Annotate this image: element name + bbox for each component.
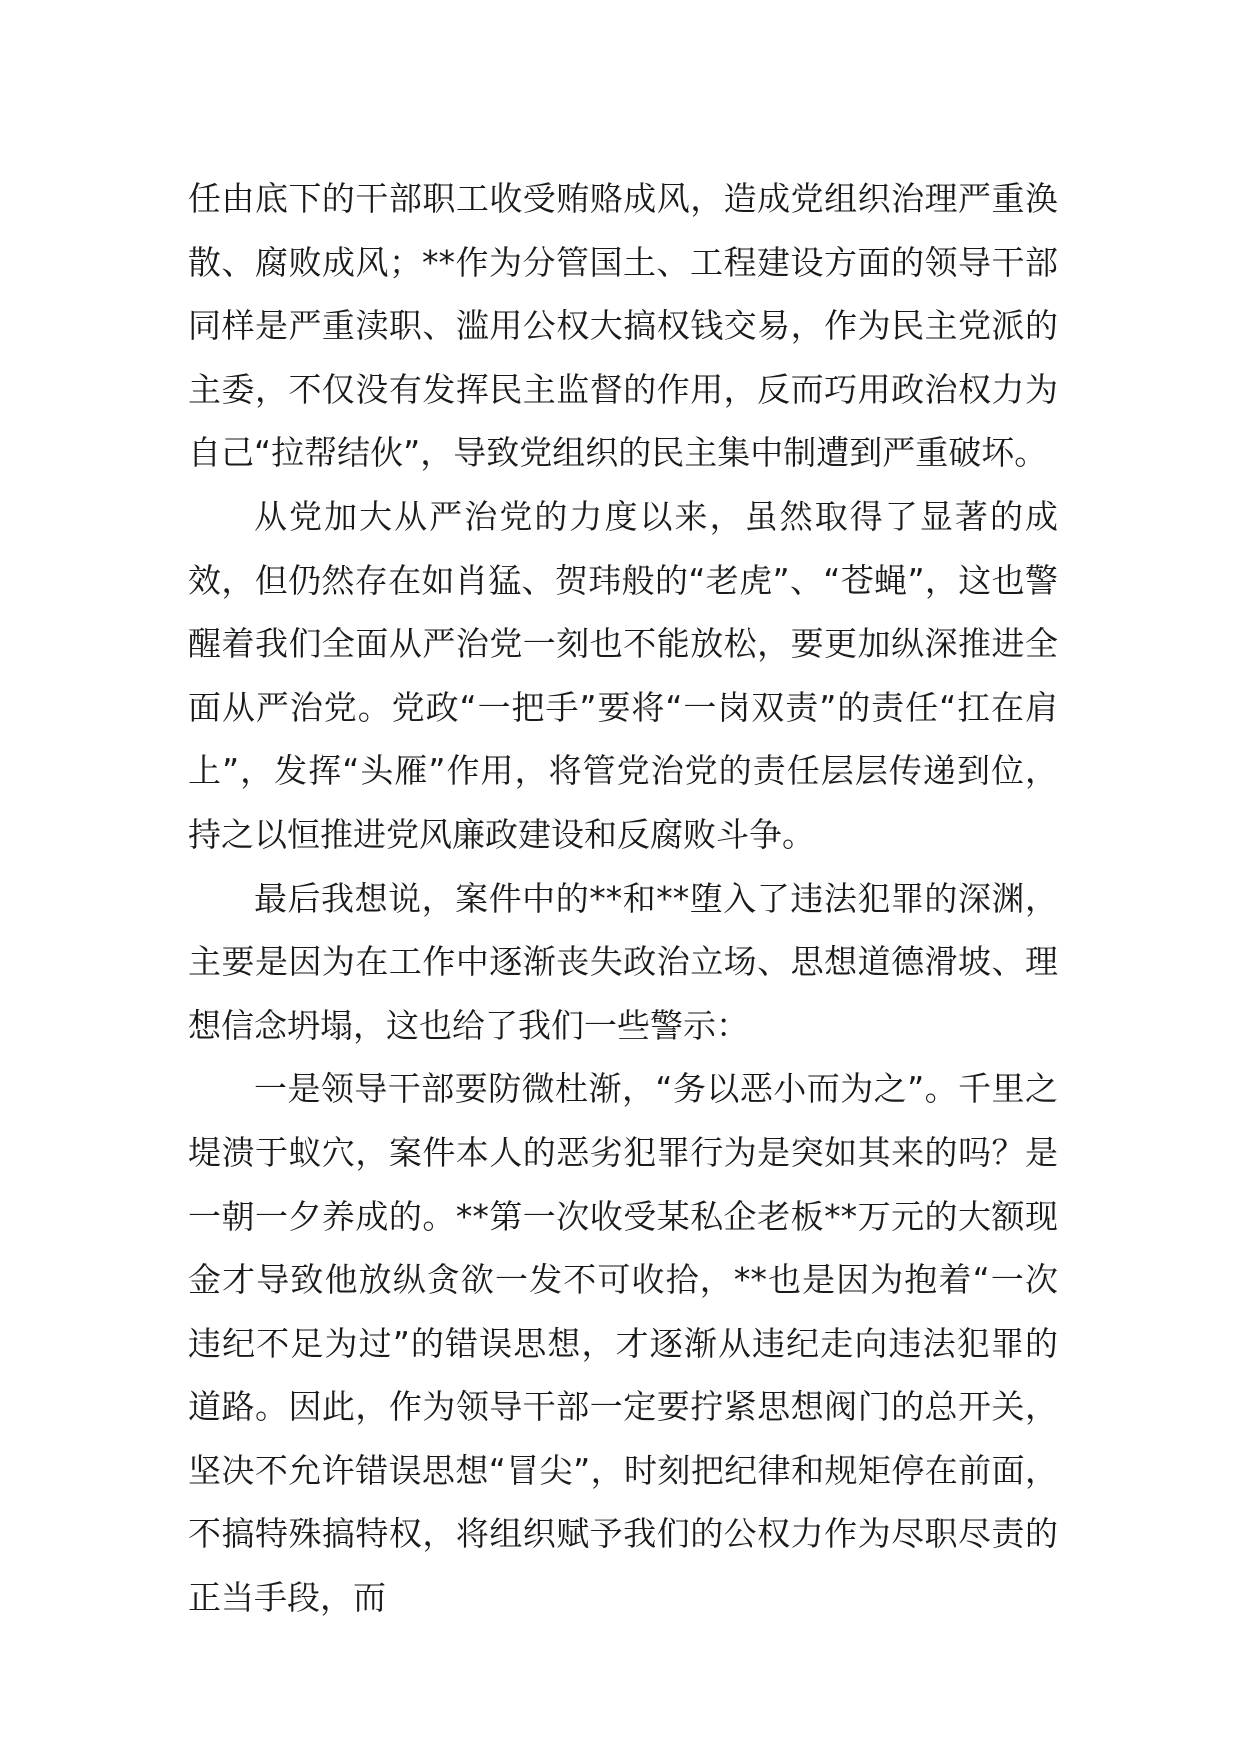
paragraph-party-governance: 从党加大从严治党的力度以来，虽然取得了显著的成效，但仍然存在如肖猛、贺玮般的“老虎”、“苍蝇”，这也警醒着我们全面从严治党一刻也不能放松，要更加纵深推进全面从严治党。党政“一把手”要将“一岗双责”的责任“扛在肩上”，发挥“头雁”作用，将管党治党的责任层层传递到位，持之以恒推进党风廉政建设和反腐败斗争。 <box>188 496 1058 854</box>
paragraph-warning-one: 一是领导干部要防微杜渐，“务以恶小而为之”。千里之堤溃于蚁穴，案件本人的恶劣犯罪行为是突如其来的吗？是一朝一夕养成的。**第一次收受某私企老板**万元的大额现金才导致他放纵贪欲一发不可收拾，**也是因为抱着“一次违纪不足为过”的错误思想，才逐渐从违纪走向违法犯罪的道路。因此，作为领导干部一定要拧紧思想阀门的总开关，坚决不允许错误思想“冒尖”，时刻把纪律和规矩停在前面，不搞特殊搞特权，将组织赋予我们的公权力作为尽职尽责的正当手段，而 <box>188 1069 1058 1618</box>
paragraph-continued: 任由底下的干部职工收受贿赂成风，造成党组织治理严重涣散、腐败成风；**作为分管国土、工程建设方面的领导干部同样是严重渎职、滥用公权大搞权钱交易，作为民主党派的主委，不仅没有发挥民主监督的作用，反而巧用政治权力为自己“拉帮结伙”，导致党组织的民主集中制遭到严重破坏。 <box>188 179 1058 473</box>
paragraph-warnings-intro: 最后我想说，案件中的**和**堕入了违法犯罪的深渊，主要是因为在工作中逐渐丧失政治立场、思想道德滑坡、理想信念坍塌，这也给了我们一些警示： <box>188 878 1058 1045</box>
document-body <box>188 167 1058 1630</box>
